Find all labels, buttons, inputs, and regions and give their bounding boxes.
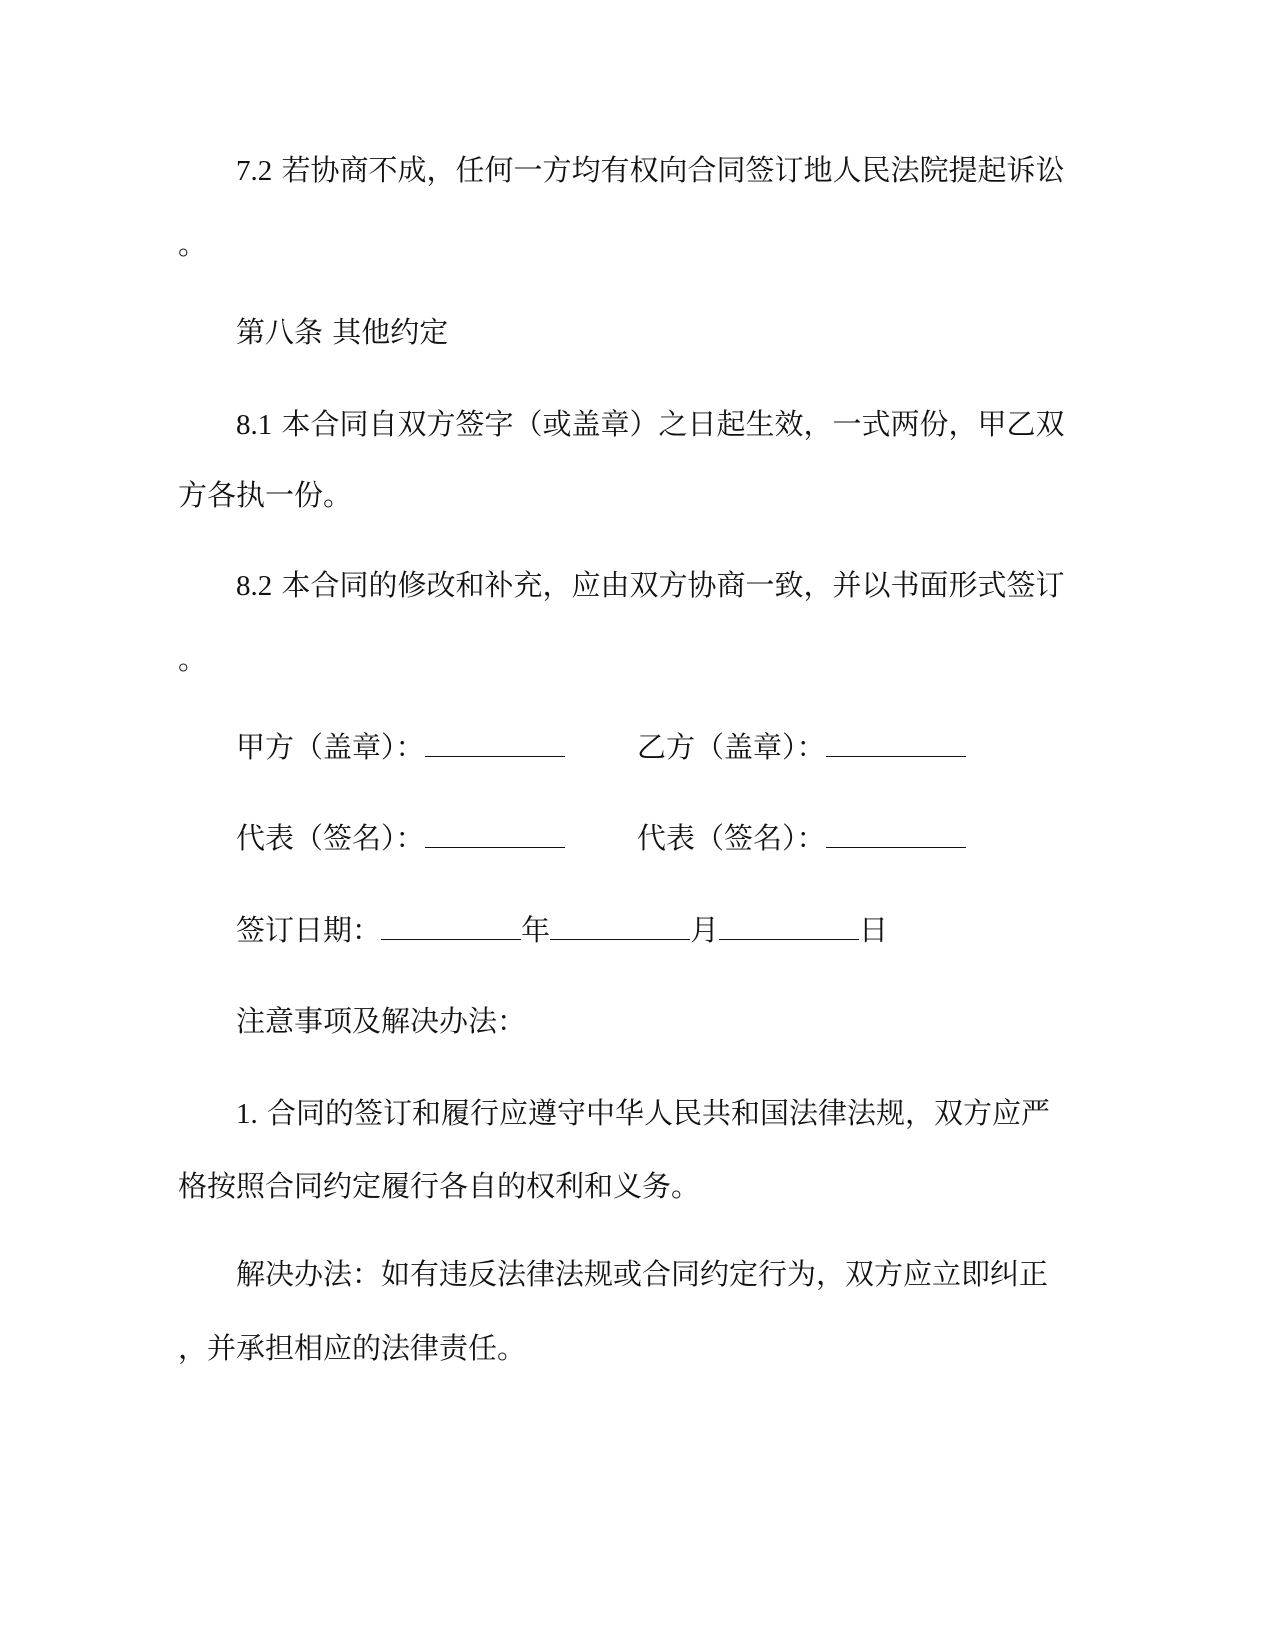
solution-text: 解决办法：如有违反法律法规或合同约定行为，双方应立即纠正 xyxy=(236,1257,1049,1291)
clause-8-2-line2 xyxy=(178,641,207,677)
day-blank xyxy=(719,913,859,940)
clause-8-2-line1 xyxy=(236,567,1064,604)
notes-heading xyxy=(236,1003,526,1039)
clause-7-2-line1 xyxy=(236,152,1064,189)
clause-8-1-text-cont: 方各执一份。 xyxy=(178,478,353,512)
note-1-line2 xyxy=(178,1168,700,1204)
party-b-seal-row xyxy=(637,729,966,765)
clause-8-2-text: 本合同的修改和补充，应由双方协商一致，并以书面形式签订 xyxy=(281,568,1065,602)
note-1-number: 1. xyxy=(236,1098,258,1130)
month-label: 月 xyxy=(690,913,720,947)
clause-7-2-text: 若协商不成，任何一方均有权向合同签订地人民法院提起诉讼 xyxy=(281,153,1065,187)
signing-date-label: 签订日期： xyxy=(236,913,382,947)
notes-heading-text: 注意事项及解决办法： xyxy=(236,1004,527,1038)
year-label: 年 xyxy=(521,913,551,947)
clause-7-2-text-cont: 。 xyxy=(178,227,208,261)
party-a-rep-row xyxy=(236,820,565,856)
signing-date-row xyxy=(236,912,888,948)
note-1-line1 xyxy=(236,1095,1050,1132)
day-label: 日 xyxy=(859,913,889,947)
clause-8-2-text-cont: 。 xyxy=(178,642,208,676)
party-a-rep-label: 代表（签名）： xyxy=(236,821,425,855)
clause-8-2-number: 8.2 xyxy=(236,570,273,602)
party-a-seal-label: 甲方（盖章）： xyxy=(236,730,425,764)
party-b-rep-blank xyxy=(826,821,966,848)
article-8-heading-text: 第八条 其他约定 xyxy=(236,315,449,349)
note-1-text: 合同的签订和履行应遵守中华人民共和国法律法规，双方应严 xyxy=(266,1096,1050,1130)
month-blank xyxy=(550,913,690,940)
note-1-text-cont: 格按照合同约定履行各自的权利和义务。 xyxy=(178,1169,701,1203)
year-blank xyxy=(381,913,521,940)
clause-8-1-line2 xyxy=(178,477,352,513)
clause-8-1-number: 8.1 xyxy=(236,409,273,441)
clause-7-2-line2 xyxy=(178,226,207,262)
party-b-rep-label: 代表（签名）： xyxy=(637,821,826,855)
party-b-seal-blank xyxy=(826,730,966,757)
solution-text-cont: ，并承担相应的法律责任。 xyxy=(178,1331,527,1365)
party-a-seal-blank xyxy=(425,730,565,757)
clause-7-2-number: 7.2 xyxy=(236,155,273,187)
party-b-rep-row xyxy=(637,820,966,856)
party-a-rep-blank xyxy=(425,821,565,848)
solution-line1 xyxy=(236,1256,1048,1292)
clause-8-1-text: 本合同自双方签字（或盖章）之日起生效，一式两份，甲乙双 xyxy=(281,407,1065,441)
solution-line2 xyxy=(178,1330,526,1366)
party-b-seal-label: 乙方（盖章）： xyxy=(637,730,826,764)
clause-8-1-line1 xyxy=(236,406,1064,443)
article-8-heading xyxy=(236,314,448,350)
party-a-seal-row xyxy=(236,729,565,765)
